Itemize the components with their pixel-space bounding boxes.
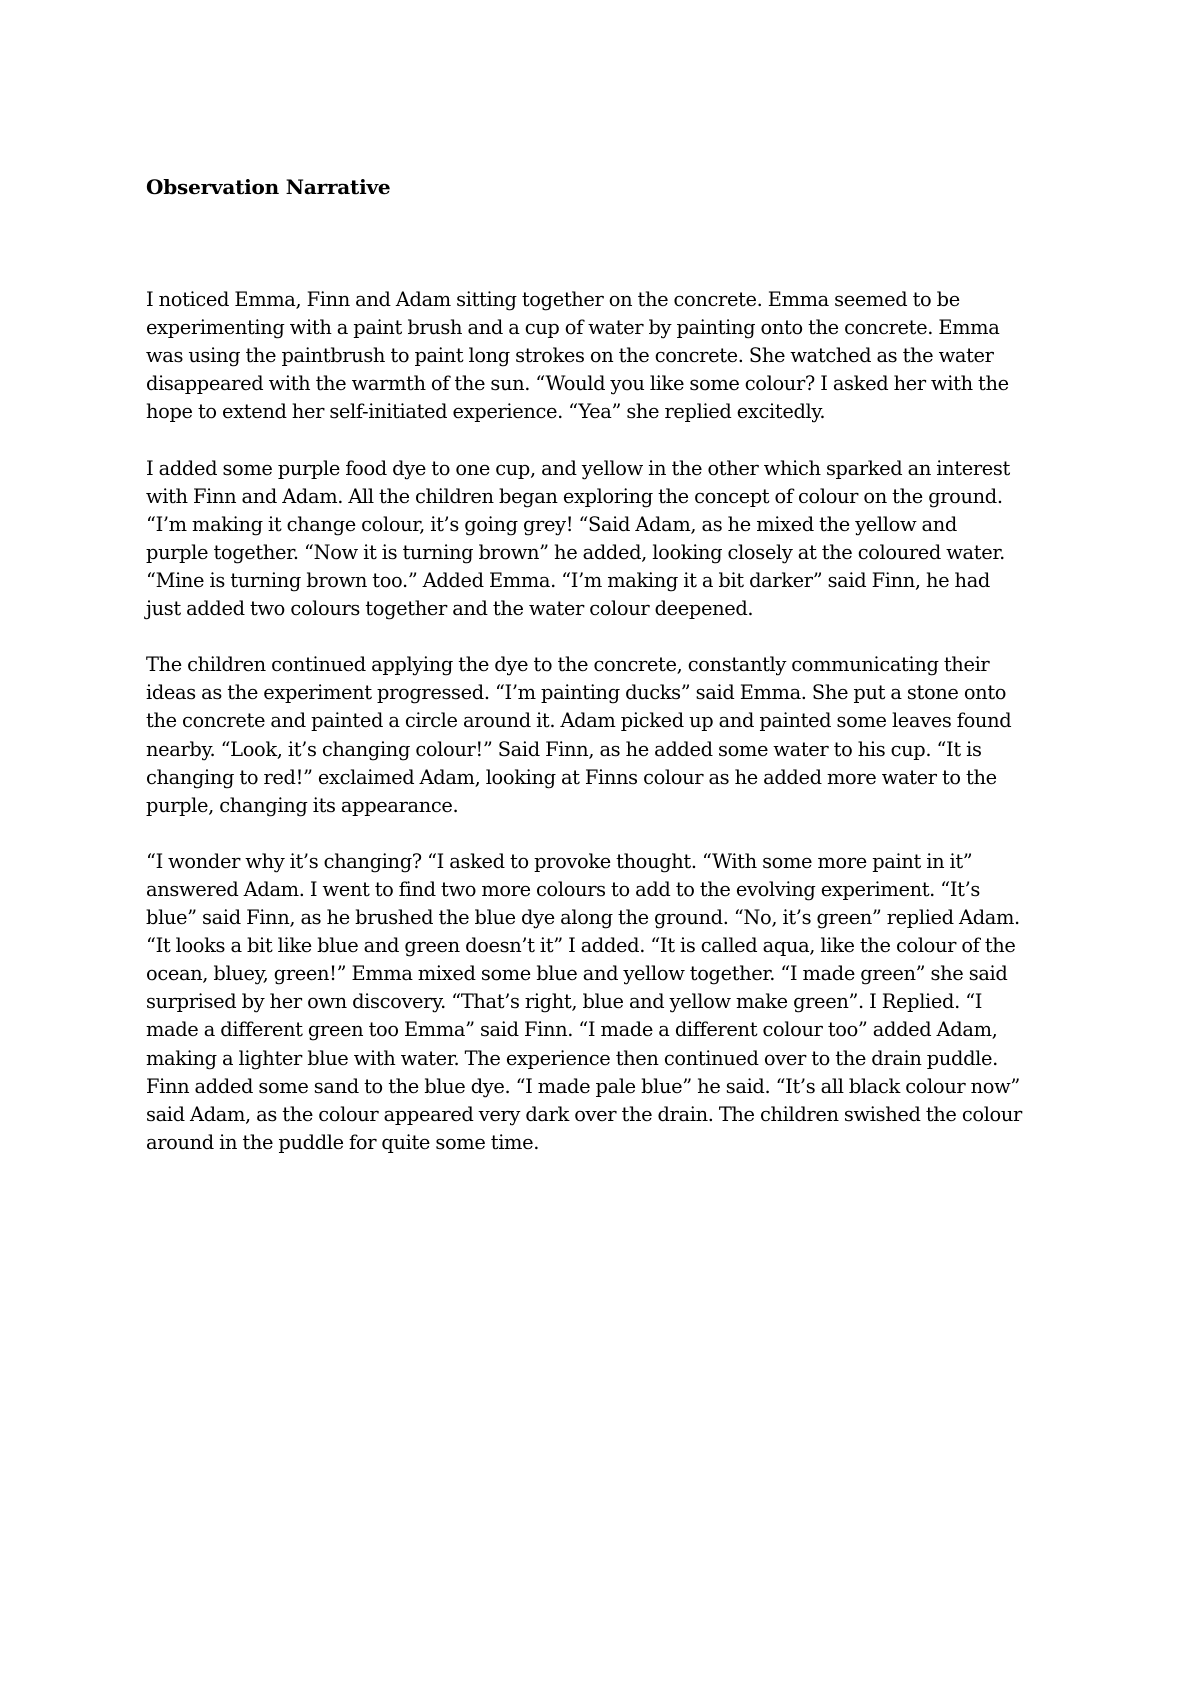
paragraph-line: The children continued applying the dye to the concrete, constantly communicating their (146, 653, 990, 677)
paragraph-line: made a different green too Emma” said Finn. “I made a different colour too” added Adam, (146, 1018, 998, 1042)
paragraph-4 (146, 848, 1076, 1157)
paragraph-line: around in the puddle for quite some time. (146, 1130, 540, 1154)
paragraph-line: “I’m making it change colour, it’s going grey! “Said Adam, as he mixed the yellow and (146, 512, 957, 536)
paragraph-line: “Mine is turning brown too.” Added Emma. “I’m making it a bit darker” said Finn, he had (146, 568, 990, 592)
paragraph-line: disappeared with the warmth of the sun. “Would you like some colour? I asked her with the (146, 372, 1009, 396)
paragraph-3 (146, 651, 1076, 820)
paragraph-line: purple, changing its appearance. (146, 793, 459, 817)
paragraph-line: the concrete and painted a circle around it. Adam picked up and painted some leaves found (146, 709, 1012, 733)
paragraph-line: purple together. “Now it is turning brown” he added, looking closely at the coloured water. (146, 540, 1005, 564)
paragraph-line: nearby. “Look, it’s changing colour!” Said Finn, as he added some water to his cup. “It is (146, 737, 982, 761)
paragraph-line: I noticed Emma, Finn and Adam sitting together on the concrete. Emma seemed to be (146, 288, 960, 311)
paragraph-line: changing to red!” exclaimed Adam, looking at Finns colour as he added more water to the (146, 765, 997, 789)
paragraph-2 (146, 455, 1076, 624)
paragraph-line: “I wonder why it’s changing? “I asked to provoke thought. “With some more paint in it” (146, 849, 973, 873)
document-body (146, 172, 1076, 1185)
paragraph-line: ideas as the experiment progressed. “I’m painting ducks” said Emma. She put a stone onto (146, 681, 1007, 705)
paragraph-line: I added some purple food dye to one cup, and yellow in the other which sparked an interest (146, 456, 1010, 480)
paragraph-1 (146, 286, 1076, 426)
paragraph-line: Finn added some sand to the blue dye. “I made pale blue” he said. “It’s all black colour now” (146, 1074, 1020, 1098)
paragraph-line: surprised by her own discovery. “That’s right, blue and yellow make green”. I Replied. “I (146, 990, 983, 1014)
paragraph-line: hope to extend her self-initiated experience. “Yea” she replied excitedly. (146, 400, 826, 424)
document-title: Observation Narrative (146, 175, 391, 199)
paragraph-line: just added two colours together and the water colour deepened. (146, 597, 754, 621)
paragraph-line: experimenting with a paint brush and a cup of water by painting onto the concrete. Emma (146, 316, 1000, 340)
paragraph-line: was using the paintbrush to paint long strokes on the concrete. She watched as the water (146, 344, 994, 368)
paragraph-line: answered Adam. I went to find two more colours to add to the evolving experiment. “It’s (146, 877, 981, 901)
paragraph-line: blue” said Finn, as he brushed the blue dye along the ground. “No, it’s green” replied Adam. (146, 906, 1020, 930)
paragraph-line: “It looks a bit like blue and green doesn’t it” I added. “It is called aqua, like the colour of the (146, 934, 1016, 958)
paragraph-line: with Finn and Adam. All the children began exploring the concept of colour on the ground. (146, 484, 1003, 508)
paragraph-line: ocean, bluey, green!” Emma mixed some blue and yellow together. “I made green” she said (146, 962, 1008, 986)
paragraph-line: said Adam, as the colour appeared very dark over the drain. The children swished the colour (146, 1102, 1022, 1126)
paragraph-line: making a lighter blue with water. The experience then continued over to the drain puddle. (146, 1046, 998, 1070)
